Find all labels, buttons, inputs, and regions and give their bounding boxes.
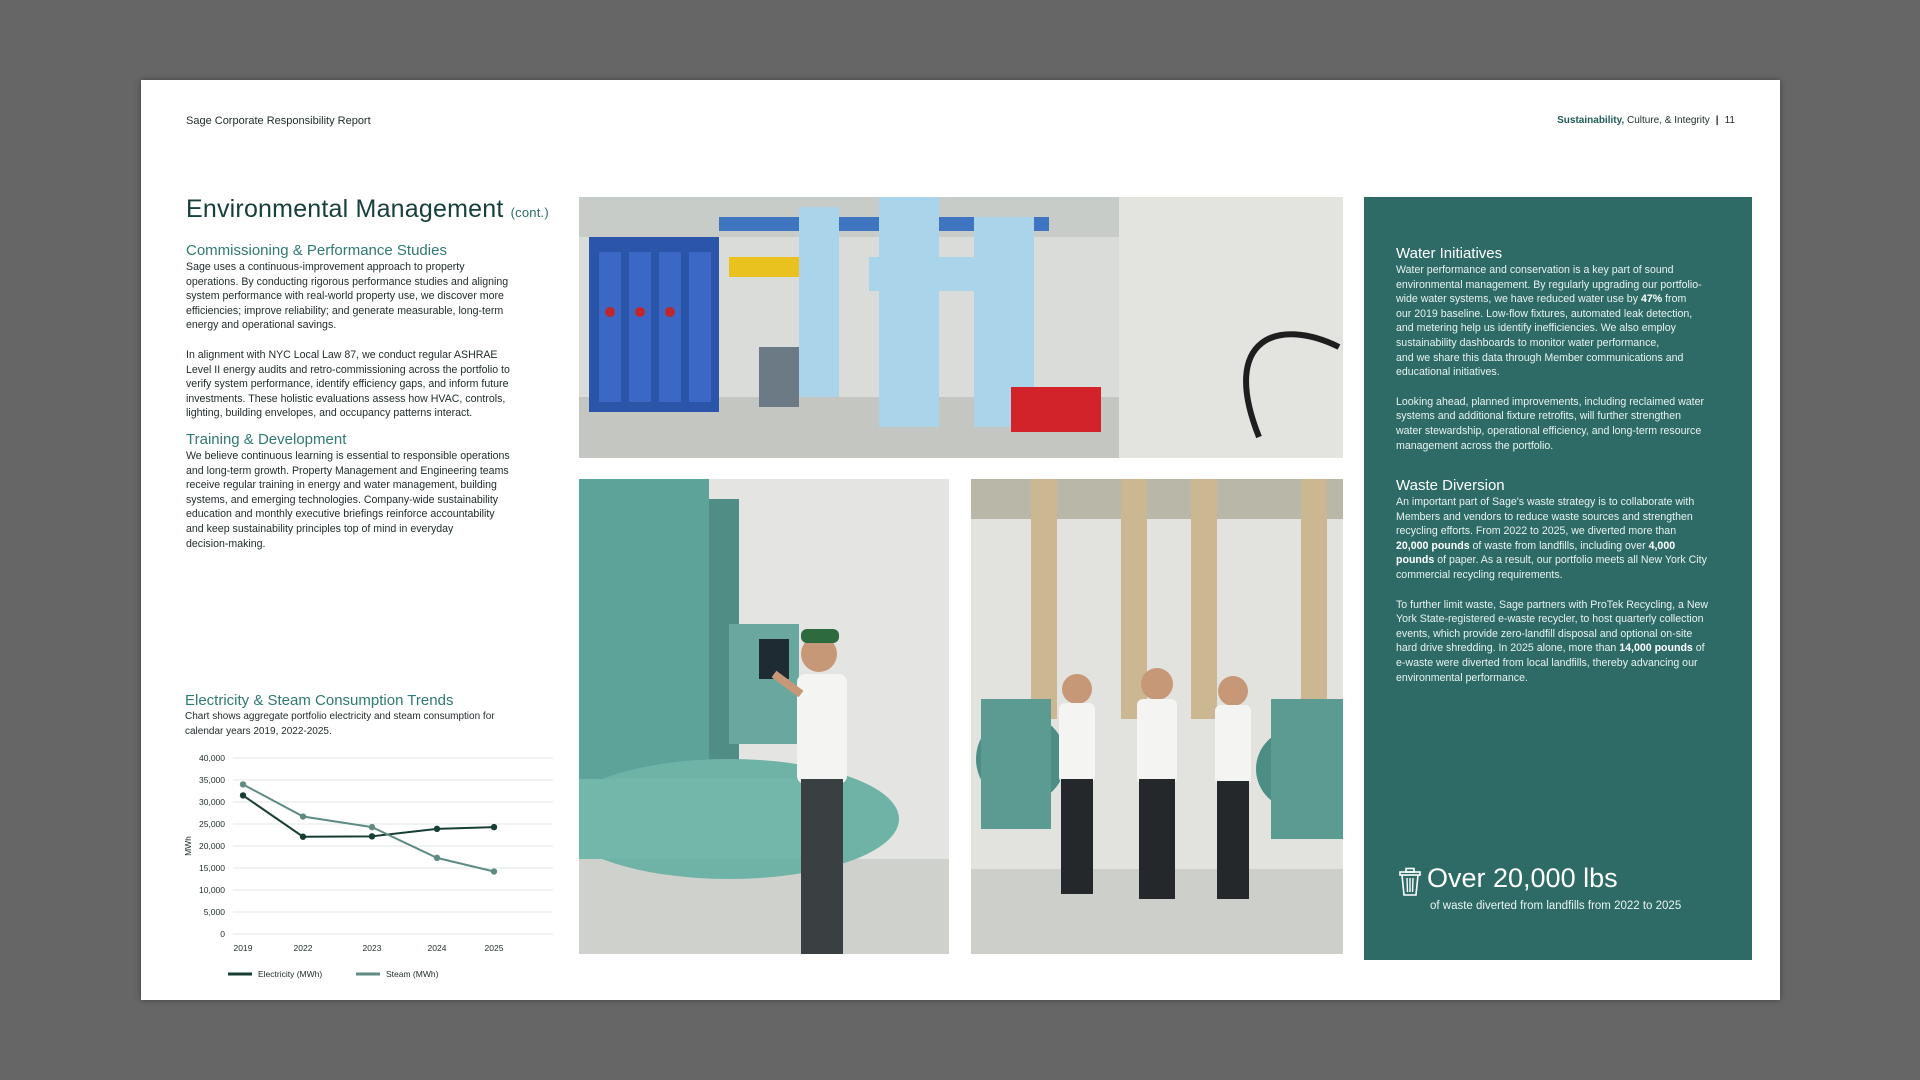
water-paragraph-1: Water performance and conservation is a key part of sound environmental management. By regularly upgrading our portfolio- wide water systems, we have reduced water use by 47% from our 2019 baseline. Low-flow fixtures, automated leak detection, and metering help us identify inefficiencies. We also employ sustainability dashboards to monitor water performance, and we share this data through Member communications and educational initiatives. [1396,264,1702,379]
section-name-rest: Culture, & Integrity [1624,115,1710,126]
emphasis-text: 14,000 pounds [1619,642,1693,655]
y-tick-label: 0 [220,929,225,939]
y-tick-label: 30,000 [199,797,225,807]
sustainability-side-panel [1364,197,1752,960]
y-tick-label: 40,000 [199,753,225,763]
data-point [300,834,306,840]
x-tick-label: 2022 [293,943,313,953]
legend-label: Electricity (MWh) [258,969,323,979]
data-point [369,833,375,839]
data-point [300,813,306,819]
y-axis-label: MWh [183,836,193,856]
consumption-chart-section [183,692,563,1032]
water-initiatives-block [1396,245,1736,453]
section-name-bold: Sustainability, [1557,115,1625,126]
chart-title: Electricity & Steam Consumption Trends [185,692,454,709]
page-title-suffix: (cont.) [510,205,549,220]
training-paragraph: We believe continuous learning is essential to responsible operations and long-term growth. Property Management and Engineering teams receive regular training in energy and water management, building systems, and emerging technologies. Company-wide sustainability education and monthly executive briefings reinforce accountability and keep sustainability principles top of mind in everyday decision-making. [186,449,510,550]
x-tick-label: 2019 [233,943,253,953]
y-tick-label: 5,000 [203,907,225,917]
boiler-room-photo [579,197,1343,458]
report-page [141,80,1780,1000]
data-point [369,824,375,830]
commissioning-title: Commissioning & Performance Studies [186,242,447,259]
commissioning-paragraph-1: Sage uses a continuous-improvement approach to property operations. By conducting rigorous performance studies and aligning system performance with real-world property use, we discover more efficiencies; improve reliability; and generate measurable, long-term energy and operational savings. [186,261,509,332]
data-point [491,868,497,874]
x-tick-label: 2024 [427,943,447,953]
water-initiatives-title: Water Initiatives [1396,245,1503,262]
commissioning-paragraph-2: In alignment with NYC Local Law 87, we conduct regular ASHRAE Level II energy audits and retro-commissioning across the portfolio to verify system performance, identify efficiency gaps, and inform future investments. These holistic evaluations assess how HVAC, controls, lighting, building envelopes, and occupancy patterns interact. [186,348,510,420]
water-paragraph-2: Looking ahead, planned improvements, including reclaimed water systems and additional fixture retrofits, will further strengthen water stewardship, operational efficiency, and long-term resource management across the portfolio. [1396,395,1704,452]
chart-caption: Chart shows aggregate portfolio electricity and steam consumption for calendar years 2019, 2022-2025. [185,711,495,737]
report-title: Sage Corporate Responsibility Report [186,115,371,127]
page-title [186,195,556,224]
page-number: 11 [1724,115,1735,126]
chiller-technician-photo [579,479,949,954]
emphasis-text: 4,000 [1648,539,1676,552]
x-tick-label: 2025 [484,943,504,953]
waste-paragraph-1: An important part of Sage's waste strategy is to collaborate with Members and vendors to reduce waste sources and strengthen recycling efforts. From 2022 to 2025, we diverted more than 20,000 pounds of waste from landfills, including over 4,000 pounds of paper. As a result, our portfolio meets all New York City commercial recycling requirements. [1396,496,1707,581]
legend-label: Steam (MWh) [386,969,439,979]
y-tick-label: 35,000 [199,775,225,785]
waste-stat-caption: of waste diverted from landfills from 2022 to 2025 [1430,900,1682,912]
data-point [240,781,246,787]
emphasis-text: 20,000 pounds [1396,539,1470,552]
waste-stat-value: Over 20,000 lbs [1427,863,1618,893]
waste-diversion-block [1396,477,1746,685]
line-chart [183,750,563,1050]
data-point [491,824,497,830]
trash-can-icon [1398,867,1422,902]
waste-diversion-title: Waste Diversion [1396,477,1505,494]
data-point [240,792,246,798]
y-tick-label: 15,000 [199,863,225,873]
waste-paragraph-2: To further limit waste, Sage partners with ProTek Recycling, a New York State-registered e-waste recycler, to host quarterly collection events, which provide zero-landfill disposal and optional on-site hard drive shredding. In 2025 alone, more than 14,000 pounds of e-waste were diverted from local landfills, thereby advancing our environmental performance. [1396,598,1709,684]
section-header [1557,115,1735,126]
header-separator: | [1715,115,1719,126]
emphasis-text: 47% [1640,293,1663,306]
y-tick-label: 10,000 [199,885,225,895]
y-tick-label: 20,000 [199,841,225,851]
data-point [434,826,440,832]
training-title: Training & Development [186,430,347,448]
page-title-text: Environmental Management [186,195,504,223]
left-column [186,195,556,551]
y-tick-label: 25,000 [199,819,225,829]
data-point [434,855,440,861]
engineering-team-photo [971,479,1343,954]
x-tick-label: 2023 [362,943,382,953]
emphasis-text: pounds [1396,554,1435,567]
